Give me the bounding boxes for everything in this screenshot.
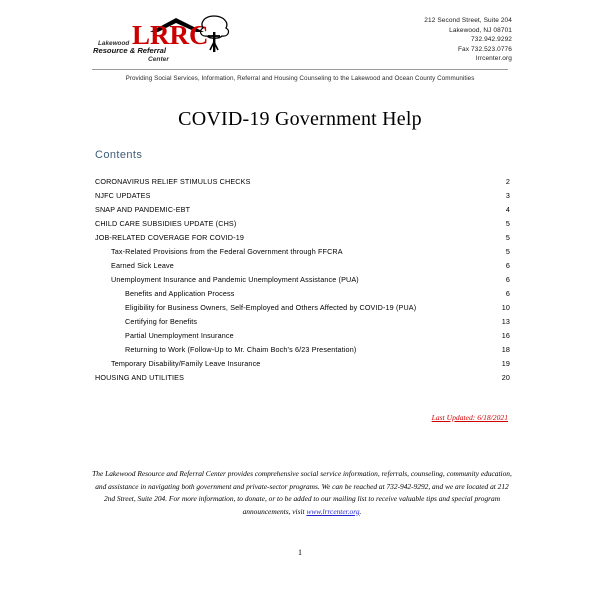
contact-street: 212 Second Street, Suite 204	[424, 17, 512, 24]
footer-text-end: .	[359, 506, 362, 516]
toc-entry[interactable]	[95, 357, 510, 371]
toc-entry[interactable]	[95, 175, 510, 189]
last-updated-row	[0, 413, 600, 422]
toc-entry-label: Tax-Related Provisions from the Federal Government through FFCRA	[111, 247, 343, 256]
toc-entry-page: 5	[505, 233, 510, 242]
toc-entry[interactable]	[95, 329, 510, 343]
toc-entry[interactable]	[95, 189, 510, 203]
toc-entry[interactable]	[95, 371, 510, 385]
toc-entry-label: Earned Sick Leave	[111, 261, 174, 270]
toc-entry-page: 19	[501, 359, 510, 368]
toc-entry-page: 13	[501, 317, 510, 326]
toc-entry[interactable]	[95, 287, 510, 301]
last-updated-text: Last Updated: 6/18/2021	[431, 413, 508, 422]
toc-entry-page: 6	[505, 275, 510, 284]
logo-line3: Center	[148, 56, 169, 63]
toc-entry-page: 18	[501, 345, 510, 354]
toc-entry-label: Unemployment Insurance and Pandemic Unemployment Assistance (PUA)	[111, 275, 359, 284]
svg-text:LRRC: LRRC	[132, 20, 209, 50]
contact-phone: 732.942.9292	[471, 36, 512, 44]
toc-entry-label: Benefits and Application Process	[125, 289, 235, 298]
logo-line2: Resource & Referral	[93, 46, 167, 55]
toc-entry-label: Returning to Work (Follow-Up to Mr. Chaim Boch's 6/23 Presentation)	[125, 345, 357, 354]
toc-entry-page: 5	[505, 247, 510, 256]
toc-entry[interactable]	[95, 301, 510, 315]
toc-entry-label: JOB-RELATED COVERAGE FOR COVID-19	[95, 233, 244, 242]
toc-entry-label: Certifying for Benefits	[125, 317, 198, 326]
contact-fax: Fax 732.523.0776	[457, 45, 512, 53]
page-title: COVID-19 Government Help	[178, 108, 422, 130]
toc-entry-page: 4	[505, 205, 510, 214]
contact-info	[424, 12, 512, 64]
toc-entry-label: Temporary Disability/Family Leave Insurance	[111, 359, 261, 368]
toc-entry-page: 10	[501, 303, 510, 312]
toc-entry-page: 6	[505, 289, 510, 298]
toc-entry[interactable]	[95, 315, 510, 329]
toc-entry-label: Partial Unemployment Insurance	[125, 331, 234, 340]
toc-entry[interactable]	[95, 231, 510, 245]
toc-entry-label: CORONAVIRUS RELIEF STIMULUS CHECKS	[95, 177, 251, 186]
footer-note	[92, 468, 512, 518]
letterhead-divider	[92, 69, 508, 70]
toc-entry-page: 3	[505, 191, 510, 200]
toc-entry[interactable]	[95, 217, 510, 231]
organization-tagline: Providing Social Services, Information, Referral and Housing Counseling to the Lakewood and Ocean County Communities	[125, 75, 475, 82]
toc-entry-page: 16	[501, 331, 510, 340]
toc-entry[interactable]	[95, 245, 510, 259]
logo-graphic	[92, 12, 242, 64]
letterhead	[0, 0, 600, 64]
toc-entry[interactable]	[95, 259, 510, 273]
lrrc-logo	[92, 12, 242, 64]
contact-website: lrrcenter.org	[476, 55, 512, 63]
toc-entry-page: 5	[505, 219, 510, 228]
toc-entry[interactable]	[95, 343, 510, 357]
toc-entry-label: Eligibility for Business Owners, Self-Employed and Others Affected by COVID-19 (PUA)	[125, 303, 417, 312]
toc-entry-label: CHILD CARE SUBSIDIES UPDATE (CHS)	[95, 219, 237, 228]
page-number: 1	[298, 548, 302, 557]
toc-entry[interactable]	[95, 273, 510, 287]
footer-text: The Lakewood Resource and Referral Center provides comprehensive social service information, referrals, counseling, community education, and assistance in navigating both government and private-sector programs. We can be reached at 732-942-9292, and we are located at 212 2nd Street, Suite 204. For more information, to donate, or to be added to our mailing list to receive valuable tips and special program announcements, visit	[92, 469, 512, 516]
toc-entry-page: 6	[505, 261, 510, 270]
logo-line1: Lakewood	[98, 40, 130, 47]
toc-entry-label: HOUSING AND UTILITIES	[95, 373, 185, 382]
lrrcenter-link[interactable]: www.lrrcenter.org	[306, 506, 360, 516]
toc-entry-page: 20	[501, 373, 510, 382]
toc-entry-label: NJFC UPDATES	[95, 191, 151, 200]
toc-entry[interactable]	[95, 203, 510, 217]
contents-heading: Contents	[95, 149, 143, 161]
contact-city-state-zip: Lakewood, NJ 08701	[449, 26, 512, 34]
toc-entry-page: 2	[505, 177, 510, 186]
toc-entry-label: SNAP AND PANDEMIC-EBT	[95, 205, 191, 214]
table-of-contents	[95, 175, 510, 385]
